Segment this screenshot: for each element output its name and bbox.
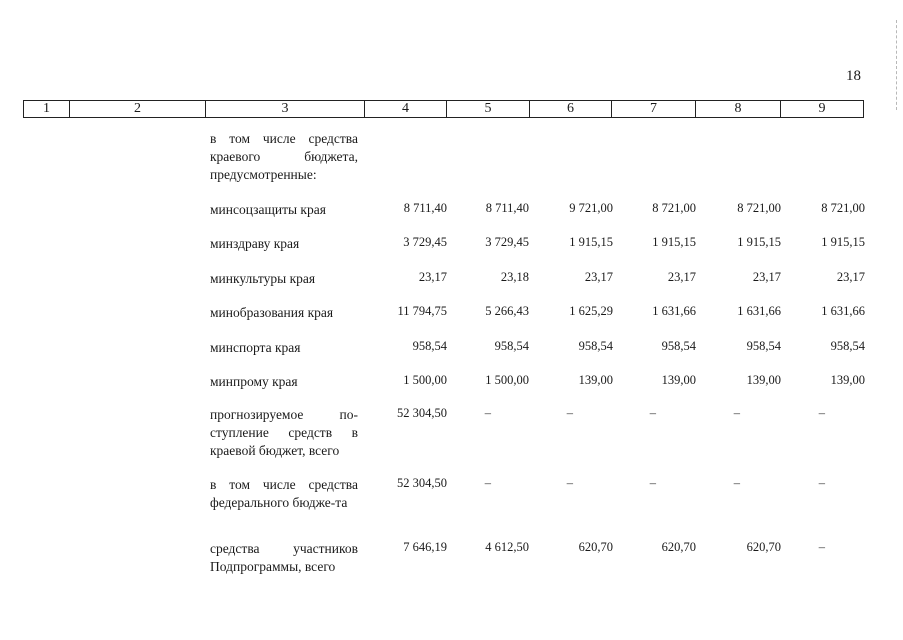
cell-col-6: – (566, 406, 573, 420)
header-col-3: 3 (206, 101, 365, 117)
cell-col-5: 958,54 (494, 339, 529, 353)
row-label: минздраву края (210, 236, 300, 251)
cell-col-4: 7 646,19 (403, 540, 447, 554)
header-col-6: 6 (530, 101, 612, 117)
cell-col-4: 1 500,00 (403, 373, 447, 387)
cell-col-6: 620,70 (578, 540, 613, 554)
header-col-5: 5 (447, 101, 530, 117)
cell-col-5: – (484, 406, 491, 420)
cell-col-4: 11 794,75 (397, 304, 447, 318)
cell-col-7: 139,00 (661, 373, 696, 387)
cell-col-7: 23,17 (667, 270, 696, 284)
cell-col-4: 52 304,50 (397, 406, 447, 420)
cell-col-7: – (649, 406, 656, 420)
cell-col-6: 958,54 (578, 339, 613, 353)
header-col-8: 8 (696, 101, 781, 117)
cell-col-4: 3 729,45 (403, 235, 447, 249)
cell-col-5: 5 266,43 (485, 304, 529, 318)
cell-col-9: – (818, 476, 825, 490)
page-number: 18 (846, 68, 861, 84)
cell-col-7: 8 721,00 (652, 201, 696, 215)
cell-col-9: – (818, 540, 825, 554)
cell-col-9: 23,17 (836, 270, 865, 284)
cell-col-5: 8 711,40 (485, 201, 529, 215)
cell-col-8: – (733, 406, 740, 420)
cell-col-5: – (484, 476, 491, 490)
row-label: прогнозируемое по-ступление средств в краевой бюджет, всего (210, 407, 358, 458)
cell-col-4: 8 711,40 (403, 201, 447, 215)
cell-col-8: – (733, 476, 740, 490)
cell-col-7: 1 631,66 (652, 304, 696, 318)
cell-col-6: 1 625,29 (569, 304, 613, 318)
cell-col-5: 3 729,45 (485, 235, 529, 249)
cell-col-8: 958,54 (746, 339, 781, 353)
cell-col-9: 958,54 (830, 339, 865, 353)
row-label: минпрому края (210, 374, 298, 389)
row-label: в том числе средства федерального бюдже-та (210, 477, 358, 510)
row-label: в том числе средства краевого бюджета, предусмотренные: (210, 131, 358, 182)
cell-col-8: 1 631,66 (737, 304, 781, 318)
cell-col-5: 4 612,50 (485, 540, 529, 554)
cell-col-9: 8 721,00 (821, 201, 865, 215)
cell-col-7: 620,70 (661, 540, 696, 554)
cell-col-8: 620,70 (746, 540, 781, 554)
cell-col-6: 23,17 (584, 270, 613, 284)
cell-col-6: 1 915,15 (569, 235, 613, 249)
cell-col-6: – (566, 476, 573, 490)
cell-col-4: 52 304,50 (397, 476, 447, 490)
header-col-7: 7 (612, 101, 696, 117)
cell-col-7: 958,54 (661, 339, 696, 353)
cell-col-5: 1 500,00 (485, 373, 529, 387)
cell-col-7: 1 915,15 (652, 235, 696, 249)
cell-col-9: 139,00 (830, 373, 865, 387)
cell-col-8: 23,17 (752, 270, 781, 284)
cell-col-6: 139,00 (578, 373, 613, 387)
cell-col-4: 23,17 (418, 270, 447, 284)
header-col-9: 9 (818, 101, 826, 116)
row-label: минспорта края (210, 340, 301, 355)
header-col-4: 4 (365, 101, 447, 117)
header-col-1: 1 (24, 101, 70, 117)
row-label: средства участников Подпрограммы, всего (210, 541, 358, 574)
row-label: минкультуры края (210, 271, 316, 286)
row-label: минсоцзащиты края (210, 202, 326, 217)
cell-col-5: 23,18 (500, 270, 529, 284)
cell-col-9: 1 915,15 (821, 235, 865, 249)
cell-col-8: 8 721,00 (737, 201, 781, 215)
header-col-2: 2 (70, 101, 206, 117)
cell-col-9: 1 631,66 (821, 304, 865, 318)
cell-col-7: – (649, 476, 656, 490)
cell-col-9: – (818, 406, 825, 420)
row-label: минобразования края (210, 305, 334, 320)
cell-col-8: 139,00 (746, 373, 781, 387)
cell-col-8: 1 915,15 (737, 235, 781, 249)
cell-col-4: 958,54 (412, 339, 447, 353)
cell-col-6: 9 721,00 (569, 201, 613, 215)
